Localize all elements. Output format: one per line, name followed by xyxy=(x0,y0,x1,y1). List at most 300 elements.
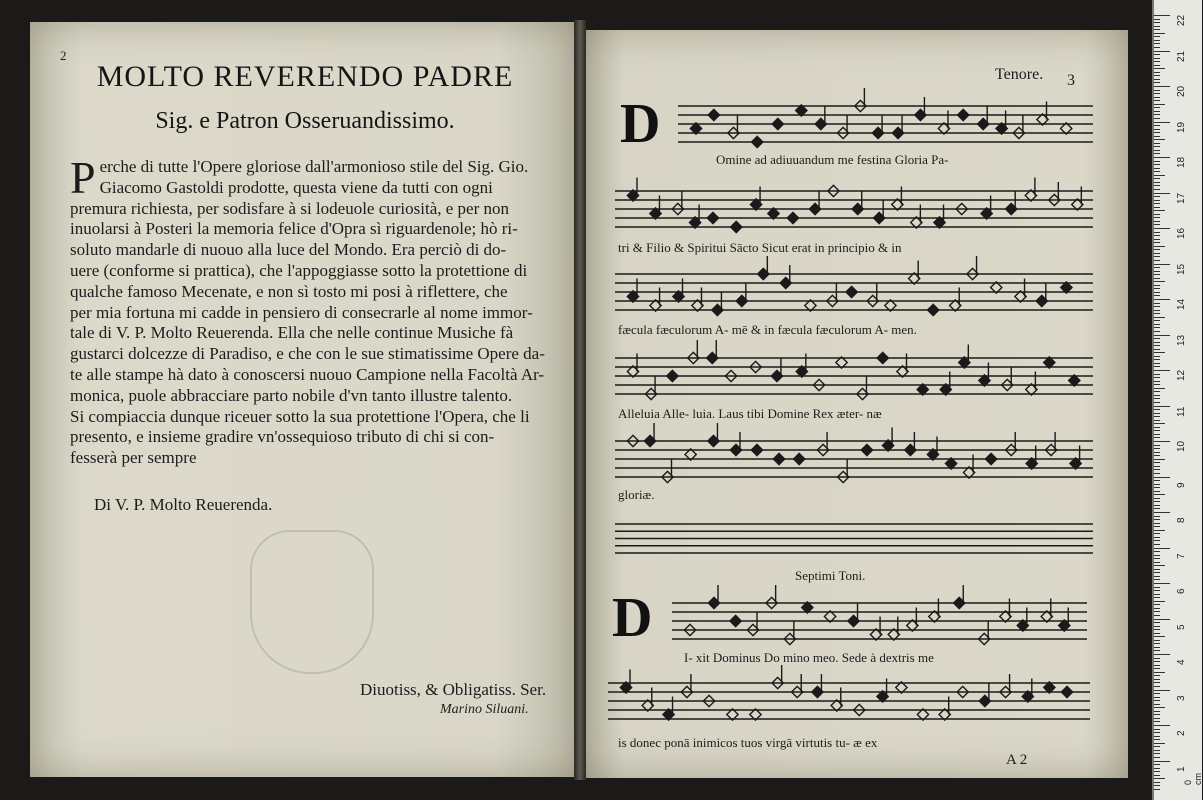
ruler-tick xyxy=(1154,111,1160,112)
ruler-tick xyxy=(1154,469,1160,470)
ruler-tick xyxy=(1154,107,1160,108)
ruler-tick xyxy=(1154,445,1160,446)
ruler-tick xyxy=(1154,232,1160,233)
ruler-tick xyxy=(1154,480,1160,481)
note-head xyxy=(794,453,805,464)
music-staff xyxy=(672,595,1087,647)
ruler-tick xyxy=(1154,743,1165,744)
text-line: presento, e insieme gradire vn'ossequioso tributo di chi si con- xyxy=(70,427,495,447)
ruler-tick xyxy=(1154,693,1160,694)
ruler-tick xyxy=(1154,15,1170,16)
ruler-tick xyxy=(1154,242,1160,243)
note-head xyxy=(958,109,969,120)
right-page-number: 3 xyxy=(1067,72,1075,89)
ruler-tick xyxy=(1154,746,1160,747)
ruler-tick xyxy=(1154,505,1160,506)
ruler-tick xyxy=(1154,65,1160,66)
ruler-number: 10 xyxy=(1176,440,1187,452)
ruler-tick xyxy=(1154,278,1160,279)
text-line: tale di V. P. Molto Reuerenda. Ella che nelle continue Musiche fà xyxy=(70,323,514,343)
ruler-tick xyxy=(1154,366,1160,367)
lyrics-line: tri & Filio & Spiritui Sācto Sicut erat in principio & in xyxy=(618,240,902,255)
ruler-tick xyxy=(1154,146,1160,147)
ruler-tick xyxy=(1154,182,1160,183)
ruler-tick xyxy=(1154,139,1165,140)
ruler-tick xyxy=(1154,164,1160,165)
text-line: te alle stampe hà dato à conoscersi nuouo Campione nella Facoltà Ar- xyxy=(70,364,545,384)
ruler-tick xyxy=(1154,86,1170,87)
ruler-tick xyxy=(1154,317,1165,318)
ruler-tick xyxy=(1154,629,1160,630)
ruler-tick xyxy=(1154,370,1170,371)
ruler-tick xyxy=(1154,597,1160,598)
ruler-tick xyxy=(1154,736,1160,737)
ruler-tick xyxy=(1154,430,1160,431)
dedication-text xyxy=(70,152,550,469)
ruler-tick xyxy=(1154,789,1160,790)
ruler-tick xyxy=(1154,682,1160,683)
ruler-tick xyxy=(1154,420,1160,421)
ruler-tick xyxy=(1154,310,1160,311)
text-line: uere (conforme si prattica), che l'appoggiasse sotto la protettione di xyxy=(70,260,528,280)
note-head xyxy=(985,453,996,464)
music-staff xyxy=(615,350,1093,402)
ruler-tick xyxy=(1154,562,1160,563)
text-line: gustarci dolcezze di Paradiso, e che con le sue stimatissime Opere da- xyxy=(70,344,545,364)
ruler-tick xyxy=(1154,299,1170,300)
ruler-tick xyxy=(1154,40,1160,41)
left-page-number: 2 xyxy=(60,48,67,63)
ruler-tick xyxy=(1154,22,1160,23)
ruler-number: 8 xyxy=(1176,517,1187,523)
ruler-tick xyxy=(1154,508,1160,509)
ruler-tick xyxy=(1154,583,1170,584)
ruler-tick xyxy=(1154,118,1160,119)
ruler-tick xyxy=(1154,217,1160,218)
ruler-tick xyxy=(1154,267,1160,268)
note-head xyxy=(731,221,742,232)
note-head xyxy=(877,352,888,363)
ruler-tick xyxy=(1154,572,1160,573)
ruler-number: 17 xyxy=(1176,192,1187,204)
lyrics-line: fæcula fæculorum A- mē & in fæcula fæculorum A- men. xyxy=(618,322,917,337)
ruler-tick xyxy=(1154,235,1160,236)
ruler-tick xyxy=(1154,650,1160,651)
ruler-tick xyxy=(1154,576,1160,577)
ruler-tick xyxy=(1154,782,1160,783)
ruler-tick xyxy=(1154,455,1160,456)
ruler-tick xyxy=(1154,68,1165,69)
ruler-tick xyxy=(1154,501,1160,502)
ruler-tick xyxy=(1154,498,1160,499)
text-line: Si compiaccia dunque riceuer sotto la sua protettione l'Opera, che li xyxy=(70,406,530,426)
ruler-tick xyxy=(1154,129,1160,130)
lyrics-line: Alleluia Alle- luia. Laus tibi Domine Rex æter- næ xyxy=(618,406,882,421)
ruler-tick xyxy=(1154,363,1160,364)
ruler-tick xyxy=(1154,530,1165,531)
text-line: Giacomo Gastoldi prodotte, questa viene da tutti con ogni xyxy=(99,177,493,197)
ruler-tick xyxy=(1154,295,1160,296)
music-staff xyxy=(608,675,1090,727)
ruler-tick xyxy=(1154,338,1160,339)
ruler-number: 21 xyxy=(1176,50,1187,62)
ruler-tick xyxy=(1154,104,1165,105)
ruler-tick xyxy=(1154,122,1170,123)
ruler-tick xyxy=(1154,93,1160,94)
ruler-tick xyxy=(1154,516,1160,517)
ruler-tick xyxy=(1154,214,1160,215)
ruler-tick xyxy=(1154,633,1160,634)
ruler-number: 11 xyxy=(1176,406,1187,417)
ruler-tick xyxy=(1154,203,1160,204)
ruler-tick xyxy=(1154,402,1160,403)
ruler-tick xyxy=(1154,359,1160,360)
ruler-tick xyxy=(1154,306,1160,307)
ruler-tick xyxy=(1154,256,1160,257)
ruler-tick xyxy=(1154,132,1160,133)
ruler-tick xyxy=(1154,579,1160,580)
ruler-tick xyxy=(1154,274,1160,275)
note-head xyxy=(772,118,783,129)
ruler-tick xyxy=(1154,171,1160,172)
closing-formula: Di V. P. Molto Reuerenda. xyxy=(94,495,273,514)
lyrics-line: Omine ad adiuuandum me festina Gloria Pa- xyxy=(716,152,949,167)
ruler-tick xyxy=(1154,484,1160,485)
ruler-tick xyxy=(1154,448,1160,449)
ruler-tick xyxy=(1154,178,1160,179)
ruler-tick xyxy=(1154,349,1160,350)
page-subheading: Sig. e Patron Osseruandissimo. xyxy=(155,108,455,134)
ruler-tick xyxy=(1154,224,1160,225)
ruler-tick xyxy=(1154,473,1160,474)
note-head xyxy=(846,286,857,297)
music-staff xyxy=(615,433,1093,485)
ruler-tick xyxy=(1154,175,1165,176)
ruler-tick xyxy=(1154,608,1160,609)
ruler-tick xyxy=(1154,271,1160,272)
ruler-tick xyxy=(1154,551,1160,552)
decorated-initial: D xyxy=(612,587,653,649)
measurement-ruler xyxy=(1152,0,1202,800)
ruler-tick xyxy=(1154,672,1165,673)
ruler-tick xyxy=(1154,626,1160,627)
ruler-tick xyxy=(1154,313,1160,314)
text-line: fesserà per sempre xyxy=(70,448,197,468)
ruler-tick xyxy=(1154,697,1160,698)
ruler-number: 16 xyxy=(1176,227,1187,239)
ruler-tick xyxy=(1154,33,1165,34)
ruler-tick xyxy=(1154,221,1160,222)
ruler-tick xyxy=(1154,452,1160,453)
ruler-tick xyxy=(1154,661,1160,662)
tone-label: Septimi Toni. xyxy=(795,568,866,583)
ruler-tick xyxy=(1154,590,1160,591)
ruler-tick xyxy=(1154,544,1160,545)
ruler-tick xyxy=(1154,654,1170,655)
ruler-tick xyxy=(1154,125,1160,126)
ruler-tick xyxy=(1154,594,1160,595)
ruler-tick xyxy=(1154,487,1160,488)
show-through-crest xyxy=(250,530,374,674)
ruler-tick xyxy=(1154,72,1160,73)
ruler-tick xyxy=(1154,533,1160,534)
ruler-tick xyxy=(1154,36,1160,37)
ruler-tick xyxy=(1154,601,1165,602)
ruler-tick xyxy=(1154,611,1160,612)
signature-line: Diuotiss, & Obligatiss. Ser. xyxy=(360,680,547,699)
text-line: premura richiesta, per sodisfare à si lodeuole curiosità, e per non xyxy=(70,198,510,218)
ruler-tick xyxy=(1154,764,1160,765)
ruler-tick xyxy=(1154,356,1160,357)
ruler-tick xyxy=(1154,768,1160,769)
ruler-tick xyxy=(1154,519,1160,520)
ruler-tick xyxy=(1154,526,1160,527)
ruler-tick xyxy=(1154,391,1160,392)
ruler-tick xyxy=(1154,785,1160,786)
ruler-tick xyxy=(1154,228,1170,229)
ruler-tick xyxy=(1154,466,1160,467)
ruler-tick xyxy=(1154,239,1160,240)
ruler-tick xyxy=(1154,494,1165,495)
ruler-tick xyxy=(1154,491,1160,492)
lyrics-line: gloriæ. xyxy=(618,487,655,502)
note-head xyxy=(667,370,678,381)
ruler-tick xyxy=(1154,434,1160,435)
ruler-tick xyxy=(1154,161,1160,162)
ruler-tick xyxy=(1154,342,1160,343)
ruler-tick xyxy=(1154,207,1160,208)
ruler-number: 2 xyxy=(1176,730,1187,736)
ruler-tick xyxy=(1154,647,1160,648)
ruler-tick xyxy=(1154,264,1170,265)
ruler-tick xyxy=(1154,675,1160,676)
ruler-tick xyxy=(1154,285,1160,286)
note-head xyxy=(787,212,798,223)
ruler-tick xyxy=(1154,714,1160,715)
ruler-tick xyxy=(1154,377,1160,378)
ruler-tick xyxy=(1154,416,1160,417)
ruler-tick xyxy=(1154,100,1160,101)
ruler-tick xyxy=(1154,548,1170,549)
ruler-tick xyxy=(1154,636,1165,637)
ruler-number: 19 xyxy=(1176,121,1187,133)
ruler-tick xyxy=(1154,143,1160,144)
note-head xyxy=(928,304,939,315)
ruler-tick xyxy=(1154,193,1170,194)
ruler-tick xyxy=(1154,437,1160,438)
ruler-tick xyxy=(1154,406,1170,407)
ruler-tick xyxy=(1154,441,1170,442)
ruler-tick xyxy=(1154,150,1160,151)
ruler-tick xyxy=(1154,569,1160,570)
note-head xyxy=(773,453,784,464)
music-staff xyxy=(615,183,1093,235)
ruler-tick xyxy=(1154,335,1170,336)
text-line: soluto mandarle di nuouo alla luce del Mondo. Era perciò di do- xyxy=(70,240,507,260)
ruler-number: 9 xyxy=(1176,481,1187,488)
ruler-tick xyxy=(1154,537,1160,538)
ruler-tick xyxy=(1154,565,1165,566)
ruler-tick xyxy=(1154,587,1160,588)
ruler-tick xyxy=(1154,753,1160,754)
ruler-tick xyxy=(1154,43,1160,44)
ruler-tick xyxy=(1154,686,1160,687)
note-head xyxy=(752,136,763,147)
ruler-tick xyxy=(1154,200,1160,201)
ruler-tick xyxy=(1154,384,1160,385)
ruler-tick xyxy=(1154,615,1160,616)
text-line: erche di tutte l'Opere gloriose dall'armonioso stile del Sig. Gio. xyxy=(99,157,529,176)
ruler-tick xyxy=(1154,668,1160,669)
ruler-tick xyxy=(1154,640,1160,641)
ruler-tick xyxy=(1154,757,1160,758)
voice-part-label: Tenore. xyxy=(995,66,1044,83)
ruler-tick xyxy=(1154,643,1160,644)
ruler-tick xyxy=(1154,61,1160,62)
ruler-tick xyxy=(1154,352,1165,353)
ruler-tick xyxy=(1154,729,1160,730)
ruler-tick xyxy=(1154,345,1160,346)
ruler-tick xyxy=(1154,82,1160,83)
note-head xyxy=(1061,686,1072,697)
ruler-number: 14 xyxy=(1176,298,1187,310)
ruler-tick xyxy=(1154,388,1165,389)
ruler-tick xyxy=(1154,260,1160,261)
ruler-tick xyxy=(1154,381,1160,382)
ruler-tick xyxy=(1154,771,1160,772)
drop-cap: P xyxy=(70,152,96,203)
ruler-number: 18 xyxy=(1176,156,1187,168)
ruler-number: 22 xyxy=(1176,14,1187,26)
ruler-tick xyxy=(1154,512,1170,513)
empty-staff xyxy=(615,516,1093,561)
note-head xyxy=(708,109,719,120)
text-line: per mia fortuna mi cadde in pensiero di consecrarle al nome immor- xyxy=(70,302,533,322)
ruler-tick xyxy=(1154,523,1160,524)
ruler-tick xyxy=(1154,604,1160,605)
ruler-tick xyxy=(1154,462,1160,463)
ruler-tick xyxy=(1154,249,1160,250)
ruler-tick xyxy=(1154,558,1160,559)
ruler-tick xyxy=(1154,721,1160,722)
ruler-number: 12 xyxy=(1176,369,1187,381)
ruler-tick xyxy=(1154,246,1165,247)
lyrics-line: I- xit Dominus Do mino meo. Sede à dextris me xyxy=(684,650,934,665)
ruler-number: 5 xyxy=(1176,623,1187,630)
ruler-tick xyxy=(1154,398,1160,399)
signature-mark: A 2 xyxy=(1006,752,1028,768)
ruler-tick xyxy=(1154,320,1160,321)
ruler-tick xyxy=(1154,750,1160,751)
ruler-tick xyxy=(1154,153,1160,154)
ruler-tick xyxy=(1154,97,1160,98)
ruler-number: 6 xyxy=(1176,588,1187,594)
ruler-number: 20 xyxy=(1176,85,1187,97)
ruler-tick xyxy=(1154,540,1160,541)
ruler-tick xyxy=(1154,761,1170,762)
ruler-tick xyxy=(1154,679,1160,680)
ruler-tick xyxy=(1154,19,1160,20)
ruler-tick xyxy=(1154,775,1160,776)
ruler-tick xyxy=(1154,253,1160,254)
ruler-tick xyxy=(1154,168,1160,169)
note-head xyxy=(707,212,718,223)
ruler-tick xyxy=(1154,281,1165,282)
ruler-tick xyxy=(1154,58,1160,59)
lyrics-line: is donec ponā inimicos tuos virgā virtutis tu- æ ex xyxy=(618,735,878,750)
ruler-tick xyxy=(1154,700,1160,701)
ruler-tick xyxy=(1154,196,1160,197)
ruler-tick xyxy=(1154,136,1160,137)
ruler-tick xyxy=(1154,725,1170,726)
ruler-tick xyxy=(1154,90,1160,91)
ruler-tick xyxy=(1154,409,1160,410)
ruler-tick xyxy=(1154,423,1165,424)
ruler-tick xyxy=(1154,413,1160,414)
music-staff xyxy=(615,266,1093,318)
ruler-tick xyxy=(1154,374,1160,375)
music-staff xyxy=(678,98,1093,150)
ruler-tick xyxy=(1154,47,1160,48)
ruler-tick xyxy=(1154,395,1160,396)
ruler-tick xyxy=(1154,185,1160,186)
ruler-tick xyxy=(1154,288,1160,289)
text-line: qualche famoso Mecenate, e non sì tosto mi posi à riflettere, che xyxy=(70,281,508,301)
ruler-tick xyxy=(1154,665,1160,666)
ruler-tick xyxy=(1154,732,1160,733)
ruler-unit-label: 0 cm xyxy=(1183,773,1203,785)
ruler-tick xyxy=(1154,658,1160,659)
ruler-tick xyxy=(1154,54,1160,55)
ruler-tick xyxy=(1154,26,1160,27)
ruler-tick xyxy=(1154,75,1160,76)
ruler-tick xyxy=(1154,189,1160,190)
ruler-tick xyxy=(1154,739,1160,740)
ruler-tick xyxy=(1154,157,1170,158)
ruler-tick xyxy=(1154,555,1160,556)
ruler-number: 15 xyxy=(1176,263,1187,275)
ruler-number: 1 xyxy=(1176,765,1187,772)
ruler-tick xyxy=(1154,29,1160,30)
note-head xyxy=(730,615,741,626)
ruler-number: 3 xyxy=(1176,694,1187,701)
book-gutter xyxy=(574,20,586,780)
ruler-tick xyxy=(1154,704,1160,705)
note-head xyxy=(861,444,872,455)
ruler-tick xyxy=(1154,619,1170,620)
ruler-tick xyxy=(1154,331,1160,332)
ruler-tick xyxy=(1154,427,1160,428)
ruler-tick xyxy=(1154,778,1165,779)
ruler-tick xyxy=(1154,303,1160,304)
ruler-tick xyxy=(1154,114,1160,115)
ruler-number: 7 xyxy=(1176,552,1187,559)
ruler-tick xyxy=(1154,210,1165,211)
ruler-number: 13 xyxy=(1176,334,1187,346)
decorated-initial: D xyxy=(620,93,661,155)
ruler-tick xyxy=(1154,718,1160,719)
ruler-tick xyxy=(1154,622,1160,623)
signature-name: Marino Siluani. xyxy=(440,702,529,717)
ruler-number: 4 xyxy=(1176,659,1187,665)
ruler-tick xyxy=(1154,459,1165,460)
ruler-tick xyxy=(1154,690,1170,691)
ruler-tick xyxy=(1154,292,1160,293)
ruler-tick xyxy=(1154,477,1170,478)
ruler-tick xyxy=(1154,707,1165,708)
ruler-tick xyxy=(1154,51,1170,52)
ruler-tick xyxy=(1154,79,1160,80)
